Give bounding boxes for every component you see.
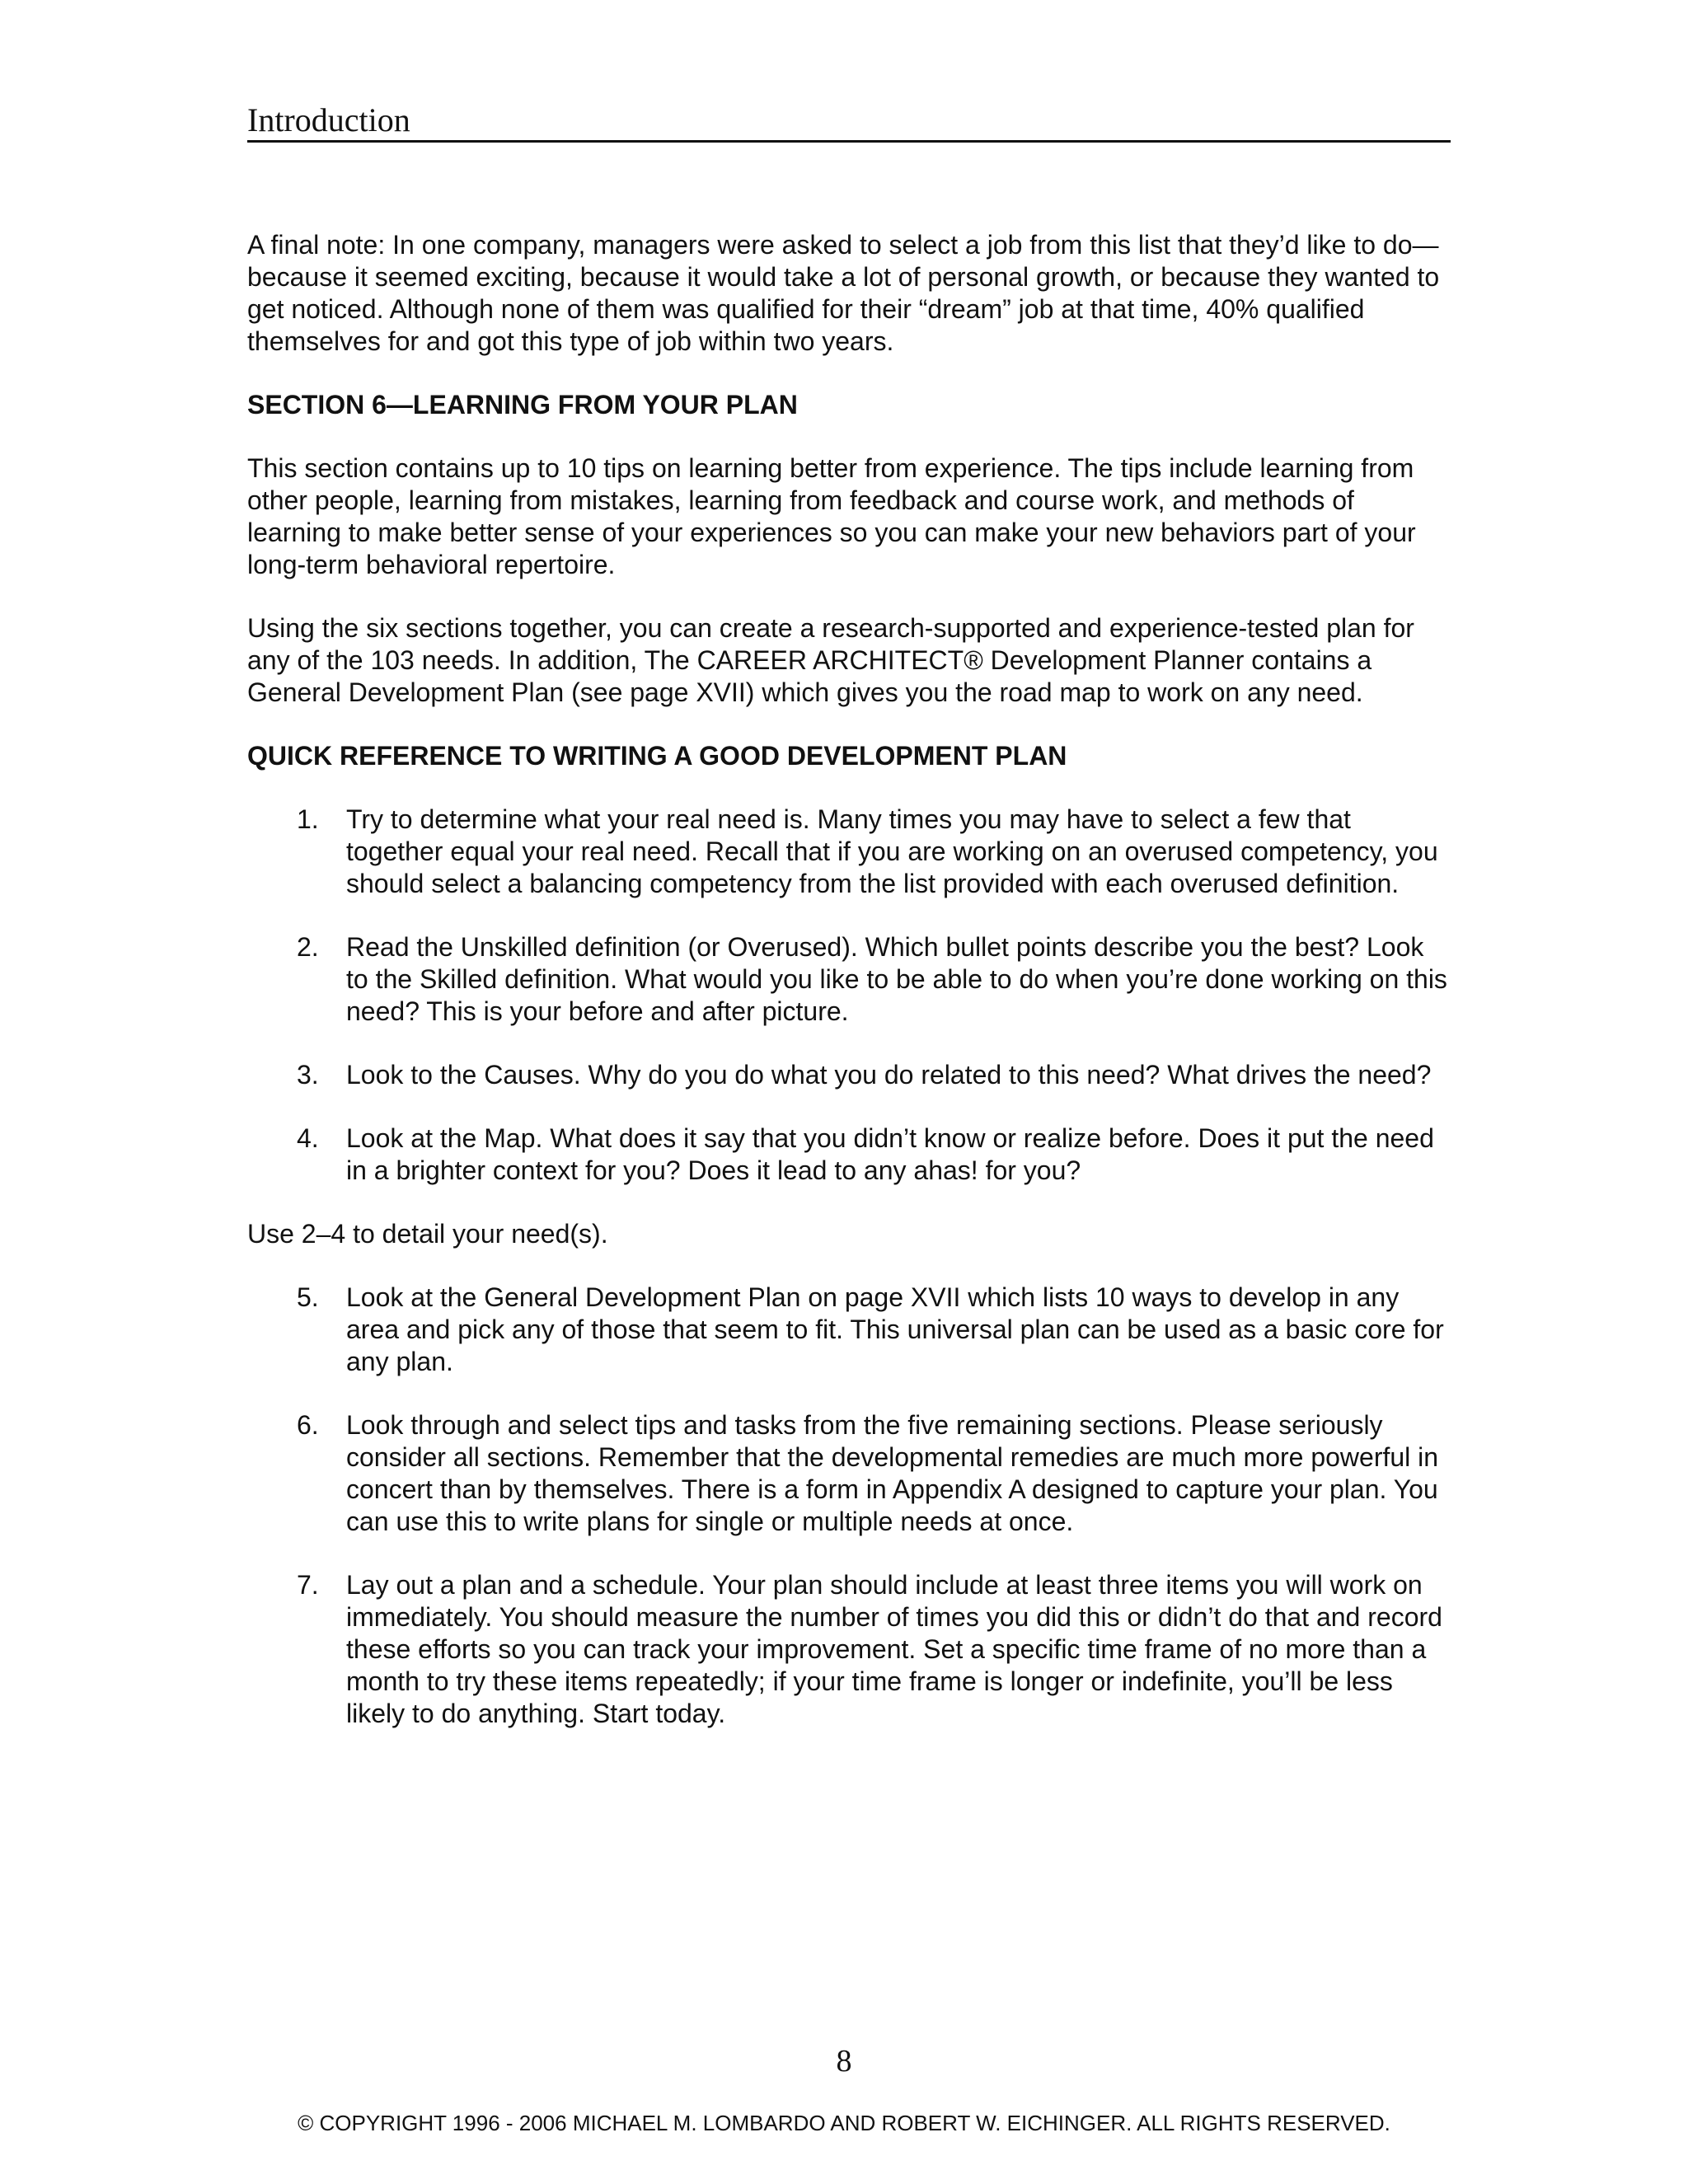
use-note: Use 2–4 to detail your need(s). [247, 1219, 608, 1249]
section-6-paragraph-1: This section contains up to 10 tips on learning better from experience. The tips include learning from other people, learning from mistakes, learning from feedback and course work, and methods of learning to make better sense of your experiences so you can make your new behaviors part of your long-term behavioral repertoire. [247, 453, 1416, 579]
page-number: 8 [836, 2044, 852, 2079]
list-item [247, 1122, 1451, 1187]
list-item [247, 804, 1451, 900]
steps-list-2 [247, 1282, 1467, 1730]
list-item-text: Look at the Map. What does it say that you didn’t know or realize before. Does it put the need in a brighter context for you? Does it lead to any ahas! for you? [346, 1123, 1434, 1185]
quick-reference-heading: QUICK REFERENCE TO WRITING A GOOD DEVELOPMENT PLAN [247, 741, 1067, 771]
list-item-number: 2. [297, 932, 319, 962]
list-item [247, 931, 1451, 1028]
steps-list-1 [247, 804, 1467, 1187]
copyright-notice: © COPYRIGHT 1996 - 2006 MICHAEL M. LOMBARDO AND ROBERT W. EICHINGER. ALL RIGHTS RESERVED. [298, 2111, 1390, 2135]
list-item-text: Lay out a plan and a schedule. Your plan should include at least three items you will work on immediately. You should measure the number of times you did this or didn’t do that and record these efforts so you can track your improvement. Set a specific time frame of no more than a month to try these items repeatedly; if your time frame is longer or indefinite, you’ll be less likely to do anything. Start today. [346, 1570, 1442, 1728]
list-item [247, 1059, 1451, 1091]
list-item-text: Look through and select tips and tasks from the five remaining sections. Please seriously consider all sections. Remember that the developmental remedies are much more powerful in concert than by themselves. There is a form in Appendix A designed to capture your plan. You can use this to write plans for single or multiple needs at once. [346, 1410, 1439, 1536]
list-item [247, 1569, 1451, 1730]
section-6-paragraph-2: Using the six sections together, you can create a research-supported and experience-tested plan for any of the 103 needs. In addition, The CAREER ARCHITECT® Development Planner contains a General Development Plan (see page XVII) which gives you the road map to work on any need. [247, 613, 1414, 707]
list-item [247, 1409, 1451, 1538]
page-header [247, 97, 1451, 143]
list-item-number: 1. [297, 804, 319, 834]
list-item-number: 7. [297, 1570, 319, 1600]
list-item-number: 5. [297, 1282, 319, 1312]
list-item-number: 4. [297, 1123, 319, 1153]
page-body [247, 229, 1467, 1761]
list-item-text: Look at the General Development Plan on page XVII which lists 10 ways to develop in any area and pick any of those that seem to fit. This universal plan can be used as a basic core for any plan. [346, 1282, 1444, 1376]
list-item-number: 3. [297, 1060, 319, 1090]
final-note-paragraph: A final note: In one company, managers were asked to select a job from this list that they’d like to do—because it seemed exciting, because it would take a lot of personal growth, or because they wanted to get noticed. Although none of them was qualified for their “dream” job at that time, 40% qualified themselves for and got this type of job within two years. [247, 230, 1440, 356]
list-item [247, 1282, 1451, 1378]
list-item-text: Look to the Causes. Why do you do what you do related to this need? What drives the need? [346, 1060, 1432, 1090]
header-title: Introduction [247, 101, 410, 138]
list-item-text: Try to determine what your real need is. Many times you may have to select a few that together equal your real need. Recall that if you are working on an overused competency, you should select a balancing competency from the list provided with each overused definition. [346, 804, 1438, 898]
section-6-heading: SECTION 6—LEARNING FROM YOUR PLAN [247, 390, 798, 419]
list-item-text: Read the Unskilled definition (or Overused). Which bullet points describe you the best? Look to the Skilled definition. What would you like to be able to do when you’re done working on this need? This is your before and after picture. [346, 932, 1447, 1026]
list-item-number: 6. [297, 1410, 319, 1440]
